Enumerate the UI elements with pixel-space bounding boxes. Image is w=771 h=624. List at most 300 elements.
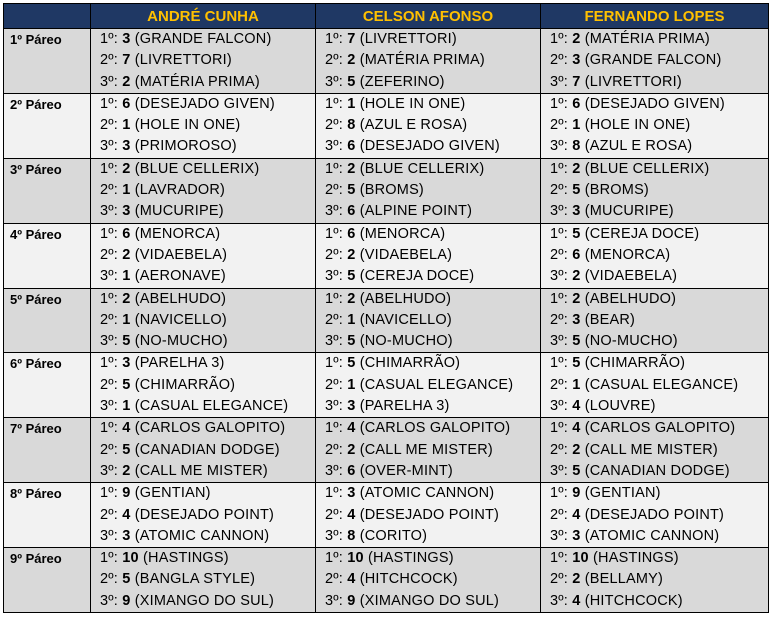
header-celson-afonso: CELSON AFONSO — [316, 4, 541, 29]
pick-line — [91, 224, 315, 245]
pick-position: 1º: — [325, 485, 343, 502]
pick-position: 1º: — [550, 31, 568, 47]
pick-horse-number: 3 — [347, 398, 356, 415]
pick-horse-number: 2 — [572, 160, 581, 177]
pick-position: 2º: — [325, 117, 343, 134]
pick-horse-number: 3 — [572, 527, 581, 544]
pick-position: 1º: — [550, 160, 568, 177]
pick-horse-name: (MUCURIPE) — [584, 203, 674, 220]
tips-cell-fernando-lopes — [541, 483, 769, 548]
pick-horse-name: (BROMS) — [359, 182, 424, 199]
pick-horse-name: (ALPINE POINT) — [359, 203, 473, 220]
pick-horse-number: 2 — [572, 290, 581, 307]
pick-line — [316, 50, 540, 71]
pick-line — [541, 245, 768, 266]
pick-position: 1º: — [100, 31, 118, 47]
pick-horse-number: 4 — [572, 592, 581, 609]
pick-line — [316, 591, 540, 612]
tips-cell-andre-cunha — [91, 483, 316, 548]
pick-position: 3º: — [325, 268, 343, 285]
pick-line — [541, 266, 768, 287]
pick-horse-name: (HOLE IN ONE) — [359, 95, 466, 112]
pick-position: 3º: — [100, 268, 118, 285]
pick-horse-number: 2 — [347, 246, 356, 263]
pick-position: 2º: — [325, 52, 343, 69]
pick-line — [316, 440, 540, 461]
pick-position: 2º: — [325, 246, 343, 263]
pick-line — [316, 180, 540, 201]
pick-position: 2º: — [550, 571, 568, 588]
pick-horse-name: (CASUAL ELEGANCE) — [134, 398, 289, 415]
pick-line — [316, 331, 540, 352]
pick-horse-name: (HASTINGS) — [143, 550, 229, 567]
pick-horse-name: (BLUE CELLERIX) — [359, 160, 485, 177]
pick-horse-number: 6 — [572, 246, 581, 263]
pick-position: 1º: — [325, 95, 343, 112]
pick-position: 2º: — [100, 182, 118, 199]
pick-horse-name: (MENORCA) — [134, 225, 221, 242]
pick-horse-name: (LIVRETTORI) — [584, 73, 682, 90]
race-row — [4, 29, 769, 94]
pick-horse-number: 4 — [347, 420, 356, 437]
pick-line — [541, 396, 768, 417]
pick-horse-name: (CALL ME MISTER) — [359, 441, 493, 458]
pick-horse-name: (MENORCA) — [584, 246, 671, 263]
pick-horse-number: 10 — [347, 550, 364, 567]
pick-horse-name: (CEREJA DOCE) — [359, 268, 475, 285]
pick-position: 3º: — [100, 398, 118, 415]
header-fernando-lopes: FERNANDO LOPES — [541, 4, 769, 29]
pick-horse-name: (GRANDE FALCON) — [134, 31, 272, 47]
pick-horse-name: (CALL ME MISTER) — [584, 441, 718, 458]
race-label: 1º Páreo — [4, 29, 91, 94]
pick-horse-name: (CASUAL ELEGANCE) — [359, 376, 514, 393]
pick-horse-name: (OVER-MINT) — [359, 462, 453, 479]
pick-horse-number: 2 — [347, 290, 356, 307]
race-label: 5º Páreo — [4, 288, 91, 353]
pick-horse-name: (BLUE CELLERIX) — [134, 160, 260, 177]
pick-horse-number: 2 — [122, 462, 131, 479]
pick-horse-number: 7 — [122, 52, 131, 69]
pick-position: 2º: — [550, 506, 568, 523]
pick-position: 1º: — [100, 355, 118, 372]
pick-line — [316, 224, 540, 245]
pick-position: 1º: — [100, 550, 118, 567]
pick-horse-name: (GRANDE FALCON) — [584, 52, 722, 69]
pick-horse-name: (BROMS) — [584, 182, 649, 199]
pick-horse-name: (VIDAEBELA) — [359, 246, 453, 263]
pick-horse-number: 6 — [347, 203, 356, 220]
race-label: 3º Páreo — [4, 158, 91, 223]
pick-horse-number: 6 — [572, 95, 581, 112]
pick-horse-number: 2 — [122, 290, 131, 307]
pick-horse-name: (MATÉRIA PRIMA) — [134, 73, 260, 90]
pick-horse-name: (VIDAEBELA) — [584, 268, 678, 285]
race-row — [4, 223, 769, 288]
pick-horse-number: 2 — [347, 160, 356, 177]
pick-line — [541, 289, 768, 310]
pick-position: 1º: — [100, 225, 118, 242]
pick-position: 1º: — [550, 290, 568, 307]
pick-horse-name: (LOUVRE) — [584, 398, 656, 415]
pick-line — [91, 440, 315, 461]
pick-horse-name: (PRIMOROSO) — [134, 138, 237, 155]
pick-horse-name: (ATOMIC CANNON) — [584, 527, 720, 544]
race-row — [4, 548, 769, 613]
pick-line — [91, 591, 315, 612]
pick-horse-name: (BEAR) — [584, 311, 636, 328]
pick-position: 1º: — [550, 485, 568, 502]
pick-position: 2º: — [550, 376, 568, 393]
header-corner — [4, 4, 91, 29]
pick-horse-name: (ZEFERINO) — [359, 73, 445, 90]
pick-line — [316, 289, 540, 310]
pick-position: 3º: — [100, 203, 118, 220]
pick-horse-number: 1 — [347, 376, 356, 393]
pick-position: 1º: — [325, 290, 343, 307]
pick-position: 3º: — [550, 527, 568, 544]
pick-position: 3º: — [325, 203, 343, 220]
pick-position: 3º: — [325, 462, 343, 479]
pick-position: 2º: — [100, 441, 118, 458]
pick-line — [541, 353, 768, 374]
pick-horse-name: (ABELHUDO) — [584, 290, 677, 307]
pick-horse-number: 1 — [572, 117, 581, 134]
pick-horse-number: 3 — [347, 485, 356, 502]
tips-cell-andre-cunha — [91, 93, 316, 158]
pick-horse-number: 2 — [122, 246, 131, 263]
pick-horse-name: (MATÉRIA PRIMA) — [584, 31, 710, 47]
pick-horse-number: 1 — [122, 117, 131, 134]
pick-position: 3º: — [100, 73, 118, 90]
pick-line — [541, 29, 768, 50]
pick-horse-name: (ATOMIC CANNON) — [359, 485, 495, 502]
pick-position: 1º: — [550, 225, 568, 242]
pick-position: 1º: — [100, 290, 118, 307]
pick-horse-number: 5 — [347, 268, 356, 285]
pick-horse-name: (CANADIAN DODGE) — [134, 441, 280, 458]
tips-cell-celson-afonso — [316, 93, 541, 158]
pick-horse-name: (CEREJA DOCE) — [584, 225, 700, 242]
pick-position: 1º: — [325, 31, 343, 47]
pick-horse-name: (HOLE IN ONE) — [134, 117, 241, 134]
pick-position: 2º: — [325, 182, 343, 199]
pick-line — [91, 331, 315, 352]
pick-horse-number: 4 — [572, 420, 581, 437]
pick-line — [91, 289, 315, 310]
pick-horse-name: (NAVICELLO) — [359, 311, 452, 328]
pick-position: 2º: — [100, 52, 118, 69]
tips-cell-fernando-lopes — [541, 548, 769, 613]
pick-line — [541, 201, 768, 222]
pick-position: 3º: — [325, 592, 343, 609]
pick-position: 2º: — [550, 182, 568, 199]
pick-position: 1º: — [325, 420, 343, 437]
tips-cell-andre-cunha — [91, 418, 316, 483]
pick-position: 3º: — [550, 462, 568, 479]
pick-horse-name: (ABELHUDO) — [359, 290, 452, 307]
pick-line — [541, 310, 768, 331]
pick-position: 3º: — [550, 268, 568, 285]
pick-horse-number: 2 — [572, 268, 581, 285]
race-label: 6º Páreo — [4, 353, 91, 418]
pick-horse-name: (CANADIAN DODGE) — [584, 462, 730, 479]
pick-line — [541, 440, 768, 461]
pick-position: 2º: — [325, 571, 343, 588]
pick-horse-number: 5 — [572, 182, 581, 199]
pick-position: 1º: — [100, 420, 118, 437]
pick-line — [541, 461, 768, 482]
pick-horse-name: (DESEJADO POINT) — [134, 506, 275, 523]
pick-horse-name: (NO-MUCHO) — [359, 333, 453, 350]
pick-line — [541, 418, 768, 439]
pick-line — [91, 50, 315, 71]
header-andre-cunha: ANDRÉ CUNHA — [91, 4, 316, 29]
pick-horse-name: (LIVRETTORI) — [359, 31, 457, 47]
pick-horse-number: 6 — [347, 225, 356, 242]
header-row — [4, 4, 769, 29]
pick-line — [541, 94, 768, 115]
pick-horse-name: (LAVRADOR) — [134, 182, 226, 199]
pick-horse-number: 3 — [572, 311, 581, 328]
pick-line — [316, 310, 540, 331]
pick-position: 2º: — [100, 311, 118, 328]
pick-position: 2º: — [100, 571, 118, 588]
pick-horse-number: 8 — [572, 138, 581, 155]
pick-horse-name: (CARLOS GALOPITO) — [134, 420, 286, 437]
race-row — [4, 483, 769, 548]
pick-line — [91, 353, 315, 374]
pick-position: 2º: — [550, 246, 568, 263]
tips-cell-celson-afonso — [316, 29, 541, 94]
pick-horse-name: (AZUL E ROSA) — [584, 138, 693, 155]
pick-horse-name: (GENTIAN) — [134, 485, 211, 502]
race-row — [4, 353, 769, 418]
pick-position: 1º: — [550, 420, 568, 437]
pick-horse-number: 3 — [122, 355, 131, 372]
pick-horse-number: 6 — [347, 462, 356, 479]
pick-line — [91, 396, 315, 417]
pick-position: 2º: — [325, 311, 343, 328]
pick-horse-name: (CHIMARRÃO) — [134, 376, 236, 393]
pick-line — [316, 353, 540, 374]
pick-position: 3º: — [100, 527, 118, 544]
pick-horse-number: 5 — [122, 571, 131, 588]
tips-table — [3, 3, 769, 613]
pick-horse-number: 5 — [347, 333, 356, 350]
pick-horse-name: (DESEJADO GIVEN) — [584, 95, 725, 112]
pick-position: 3º: — [550, 138, 568, 155]
pick-horse-number: 2 — [347, 441, 356, 458]
pick-line — [91, 526, 315, 547]
pick-line — [541, 136, 768, 157]
pick-horse-name: (CALL ME MISTER) — [134, 462, 268, 479]
pick-horse-number: 9 — [122, 592, 131, 609]
pick-line — [541, 548, 768, 569]
pick-line — [91, 245, 315, 266]
pick-line — [316, 375, 540, 396]
pick-line — [541, 569, 768, 590]
pick-position: 3º: — [325, 138, 343, 155]
pick-line — [541, 224, 768, 245]
pick-horse-name: (ABELHUDO) — [134, 290, 227, 307]
tips-cell-fernando-lopes — [541, 418, 769, 483]
pick-line — [91, 266, 315, 287]
pick-line — [541, 50, 768, 71]
pick-position: 3º: — [100, 462, 118, 479]
pick-position: 2º: — [100, 506, 118, 523]
pick-line — [541, 159, 768, 180]
pick-line — [316, 245, 540, 266]
pick-horse-name: (MUCURIPE) — [134, 203, 224, 220]
race-label: 9º Páreo — [4, 548, 91, 613]
pick-horse-number: 10 — [572, 550, 589, 567]
pick-horse-number: 9 — [122, 485, 131, 502]
pick-horse-number: 4 — [347, 571, 356, 588]
pick-line — [91, 418, 315, 439]
race-label: 2º Páreo — [4, 93, 91, 158]
pick-line — [91, 115, 315, 136]
pick-horse-name: (BANGLA STYLE) — [134, 571, 256, 588]
pick-horse-name: (HOLE IN ONE) — [584, 117, 691, 134]
pick-line — [316, 526, 540, 547]
pick-horse-number: 7 — [572, 73, 581, 90]
pick-horse-number: 2 — [122, 73, 131, 90]
pick-line — [91, 548, 315, 569]
pick-horse-number: 2 — [572, 571, 581, 588]
pick-horse-name: (MENORCA) — [359, 225, 446, 242]
pick-horse-number: 2 — [122, 160, 131, 177]
tips-cell-andre-cunha — [91, 29, 316, 94]
pick-position: 3º: — [325, 333, 343, 350]
pick-horse-number: 1 — [122, 268, 131, 285]
pick-position: 1º: — [550, 550, 568, 567]
pick-horse-number: 2 — [347, 52, 356, 69]
pick-position: 2º: — [100, 117, 118, 134]
tips-cell-celson-afonso — [316, 483, 541, 548]
pick-line — [91, 94, 315, 115]
pick-horse-number: 3 — [572, 203, 581, 220]
tips-cell-celson-afonso — [316, 223, 541, 288]
pick-line — [316, 266, 540, 287]
pick-horse-number: 5 — [122, 333, 131, 350]
pick-line — [91, 136, 315, 157]
pick-position: 2º: — [550, 117, 568, 134]
pick-horse-name: (PARELHA 3) — [134, 355, 225, 372]
tips-cell-celson-afonso — [316, 353, 541, 418]
race-label: 8º Páreo — [4, 483, 91, 548]
pick-horse-name: (NAVICELLO) — [134, 311, 227, 328]
pick-line — [541, 331, 768, 352]
pick-horse-name: (HASTINGS) — [593, 550, 679, 567]
pick-horse-name: (LIVRETTORI) — [134, 52, 232, 69]
pick-horse-number: 3 — [122, 138, 131, 155]
tips-cell-fernando-lopes — [541, 29, 769, 94]
pick-horse-number: 4 — [572, 506, 581, 523]
pick-line — [91, 569, 315, 590]
pick-position: 1º: — [100, 160, 118, 177]
pick-line — [541, 72, 768, 93]
pick-horse-number: 1 — [122, 182, 131, 199]
pick-horse-number: 5 — [122, 376, 131, 393]
pick-horse-name: (DESEJADO POINT) — [359, 506, 500, 523]
pick-horse-number: 3 — [122, 31, 131, 47]
pick-position: 2º: — [325, 441, 343, 458]
tips-cell-fernando-lopes — [541, 158, 769, 223]
pick-line — [316, 72, 540, 93]
pick-horse-name: (BLUE CELLERIX) — [584, 160, 710, 177]
pick-position: 3º: — [550, 203, 568, 220]
pick-position: 2º: — [325, 506, 343, 523]
pick-horse-name: (XIMANGO DO SUL) — [359, 592, 500, 609]
tips-cell-celson-afonso — [316, 548, 541, 613]
pick-line — [91, 310, 315, 331]
pick-line — [91, 483, 315, 504]
pick-line — [316, 136, 540, 157]
pick-position: 3º: — [325, 73, 343, 90]
pick-horse-name: (ATOMIC CANNON) — [134, 527, 270, 544]
pick-line — [316, 483, 540, 504]
pick-line — [316, 201, 540, 222]
pick-horse-name: (CHIMARRÃO) — [359, 355, 461, 372]
pick-horse-number: 5 — [347, 182, 356, 199]
pick-horse-number: 7 — [347, 31, 356, 47]
pick-position: 2º: — [100, 376, 118, 393]
pick-horse-name: (AERONAVE) — [134, 268, 226, 285]
pick-position: 3º: — [100, 592, 118, 609]
pick-line — [316, 29, 540, 50]
pick-line — [91, 201, 315, 222]
pick-horse-number: 1 — [122, 398, 131, 415]
pick-position: 1º: — [325, 225, 343, 242]
pick-position: 2º: — [550, 441, 568, 458]
pick-line — [316, 159, 540, 180]
pick-horse-number: 5 — [572, 225, 581, 242]
pick-line — [316, 461, 540, 482]
tips-cell-andre-cunha — [91, 223, 316, 288]
pick-horse-number: 4 — [122, 420, 131, 437]
pick-position: 3º: — [550, 73, 568, 90]
pick-horse-name: (DESEJADO GIVEN) — [134, 95, 275, 112]
pick-position: 3º: — [100, 138, 118, 155]
tips-cell-fernando-lopes — [541, 93, 769, 158]
pick-position: 1º: — [100, 95, 118, 112]
pick-line — [91, 159, 315, 180]
pick-line — [91, 180, 315, 201]
pick-line — [541, 591, 768, 612]
pick-line — [316, 115, 540, 136]
pick-horse-number: 6 — [347, 138, 356, 155]
pick-horse-number: 3 — [122, 527, 131, 544]
race-row — [4, 418, 769, 483]
pick-position: 3º: — [550, 333, 568, 350]
race-label: 4º Páreo — [4, 223, 91, 288]
pick-horse-name: (PARELHA 3) — [359, 398, 450, 415]
pick-horse-number: 5 — [122, 441, 131, 458]
tips-cell-andre-cunha — [91, 288, 316, 353]
pick-line — [91, 461, 315, 482]
pick-line — [541, 483, 768, 504]
pick-horse-number: 8 — [347, 117, 356, 134]
pick-horse-number: 4 — [122, 506, 131, 523]
pick-horse-name: (DESEJADO POINT) — [584, 506, 725, 523]
pick-horse-name: (GENTIAN) — [584, 485, 661, 502]
pick-horse-name: (AZUL E ROSA) — [359, 117, 468, 134]
pick-horse-number: 1 — [347, 95, 356, 112]
race-label: 7º Páreo — [4, 418, 91, 483]
pick-position: 3º: — [325, 398, 343, 415]
pick-line — [91, 72, 315, 93]
